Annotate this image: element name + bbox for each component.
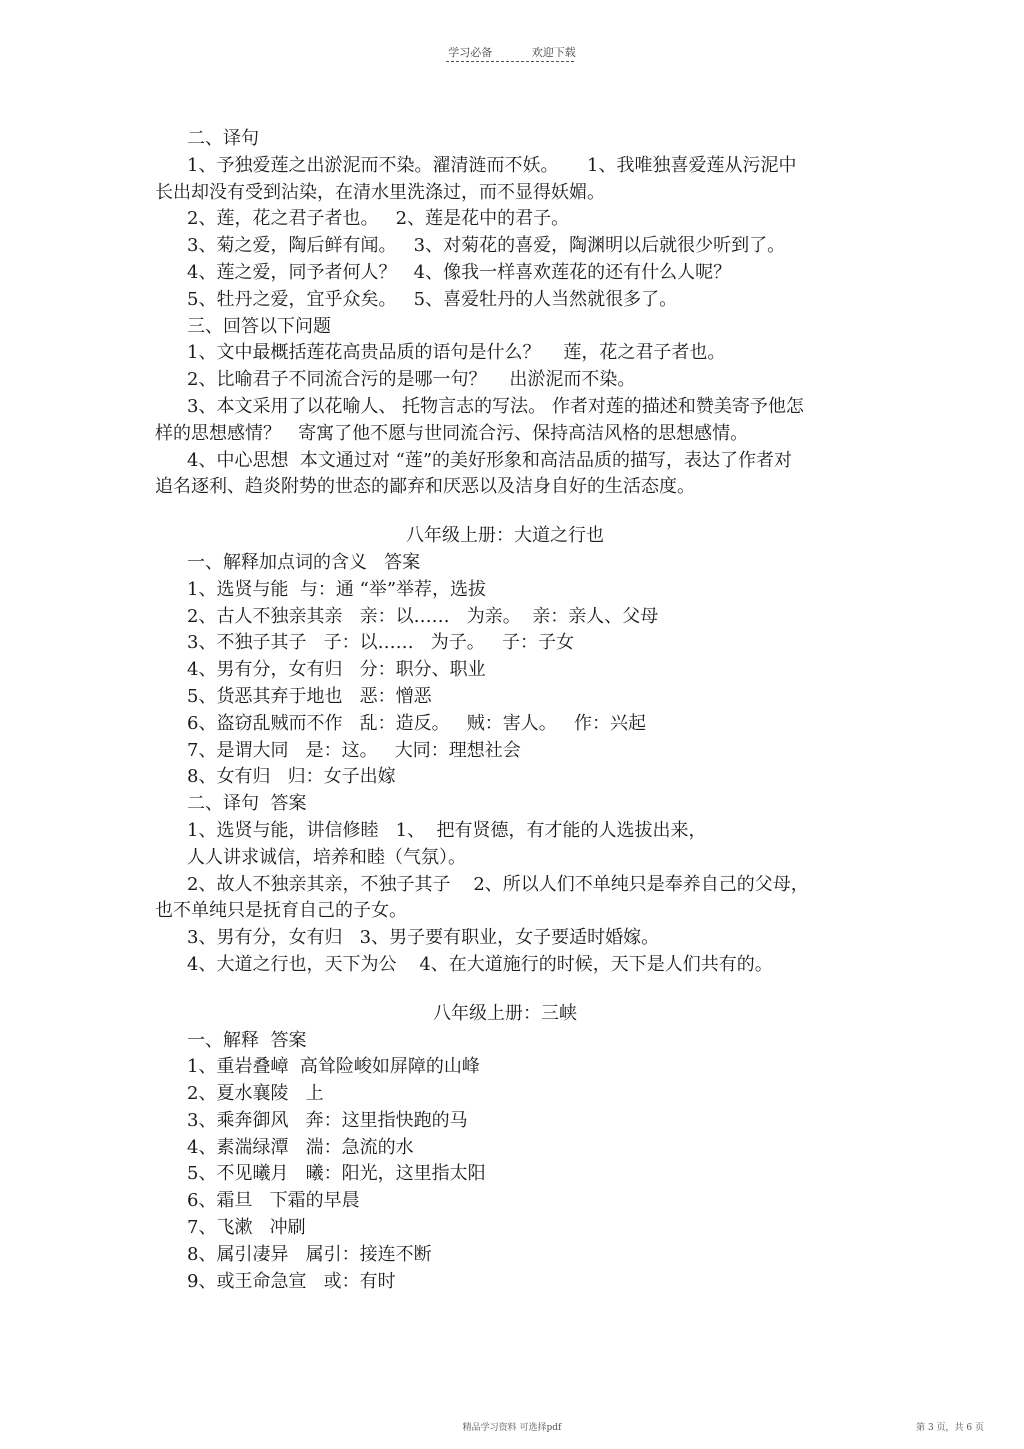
text-line: 2、古人不独亲其亲 亲：以…… 为亲。 亲：亲人、父母 xyxy=(187,605,659,627)
text-line: 3、本文采用了以花喻人、 托物言志的写法。 作者对莲的描述和赞美寄予他怎 xyxy=(187,395,804,417)
text-line: 3、菊之爱，陶后鲜有闻。 3、对菊花的喜爱，陶渊明以后就很少听到了。 xyxy=(187,235,786,257)
text-line: 追名逐利、趋炎附势的世态的鄙弃和厌恶以及洁身自好的生活态度。 xyxy=(155,476,695,498)
text-line: 3、男有分，女有归 3、男子要有职业，女子要适时婚嫁。 xyxy=(187,927,660,949)
text-line: 也不单纯只是抚育自己的子女。 xyxy=(155,900,407,922)
section-heading: 三、回答以下问题 xyxy=(187,315,331,337)
text-line: 样的思想感情？ 寄寓了他不愿与世同流合污、保持高洁风格的思想感情。 xyxy=(155,422,749,444)
document-body xyxy=(155,126,855,1295)
text-line: 5、货恶其弃于地也 恶：憎恶 xyxy=(187,685,432,707)
text-line: 3、乘奔御风 奔：这里指快跑的马 xyxy=(187,1109,468,1131)
text-line: 4、男有分，女有归 分：职分、职业 xyxy=(187,659,486,681)
spacer xyxy=(155,979,855,1001)
page-header xyxy=(0,44,1024,60)
text-line: 9、或王命急宣 或：有时 xyxy=(187,1270,396,1292)
lesson-title: 八年级上册：大道之行也 xyxy=(406,525,604,547)
section-heading: 一、解释加点词的含义 答案 xyxy=(187,551,421,573)
text-line: 1、文中最概括莲花高贵品质的语句是什么？ 莲，花之君子者也。 xyxy=(187,342,726,364)
text-line: 人人讲求诚信，培养和睦（气氛）。 xyxy=(187,846,466,868)
text-line: 7、是谓大同 是：这。 大同：理想社会 xyxy=(187,739,521,761)
text-line: 1、予独爱莲之出淤泥而不染。濯清涟而不妖。 1、我唯独喜爱莲从污泥中 xyxy=(187,154,797,176)
text-line: 1、选贤与能，讲信修睦 1、 把有贤德，有才能的人选拔出来， xyxy=(187,819,707,841)
footer-text: 精品学习资料 可选择pdf xyxy=(462,1423,562,1433)
page-number: 第 3 页，共 6 页 xyxy=(916,1423,984,1433)
section-heading: 二、译句 xyxy=(187,128,259,149)
text-line: 6、霜旦 下霜的早晨 xyxy=(187,1190,360,1212)
text-line: 5、不见曦月 曦：阳光，这里指太阳 xyxy=(187,1163,486,1185)
text-line: 4、大道之行也，天下为公 4、在大道施行的时候，天下是人们共有的。 xyxy=(187,953,773,975)
section-heading: 一、解释 答案 xyxy=(187,1029,307,1051)
text-line: 8、属引凄异 属引：接连不断 xyxy=(187,1243,432,1265)
text-line: 6、盗窃乱贼而不作 乱：造反。 贼：害人。 作：兴起 xyxy=(187,712,646,734)
header-right-text: 欢迎下载 xyxy=(531,46,576,59)
text-line: 2、夏水襄陵 上 xyxy=(187,1083,324,1105)
header-left-text: 学习必备 xyxy=(448,46,493,59)
text-line: 2、比喻君子不同流合污的是哪一句？ 出淤泥而不染。 xyxy=(187,369,636,391)
text-line: 1、选贤与能 与：通 “举”举荐，选拔 xyxy=(187,578,487,600)
text-line: 2、莲，花之君子者也。 2、莲是花中的君子。 xyxy=(187,208,570,230)
text-line: 7、飞漱 冲刷 xyxy=(187,1217,306,1239)
text-line: 2、故人不独亲其亲，不独子其子 2、所以人们不单纯只是奉养自己的父母， xyxy=(187,873,809,895)
text-line: 3、不独子其子 子：以…… 为子。 子：子女 xyxy=(187,632,574,654)
header-divider xyxy=(446,61,574,62)
text-line: 1、重岩叠嶂 高耸险峻如屏障的山峰 xyxy=(187,1056,480,1078)
lesson-title: 八年级上册：三峡 xyxy=(433,1002,577,1024)
text-line: 8、女有归 归：女子出嫁 xyxy=(187,766,396,788)
section-heading: 二、译句 答案 xyxy=(187,793,307,815)
text-line: 长出却没有受到沾染，在清水里洗涤过，而不显得妖媚。 xyxy=(155,181,605,203)
text-line: 4、中心思想 本文通过对 “莲”的美好形象和高洁品质的描写，表达了作者对 xyxy=(187,449,793,471)
text-line: 4、素湍绿潭 湍：急流的水 xyxy=(187,1136,414,1158)
spacer xyxy=(155,501,855,523)
text-line: 4、莲之爱，同予者何人？ 4、像我一样喜欢莲花的还有什么人呢？ xyxy=(187,261,732,283)
text-line: 5、牡丹之爱，宜乎众矣。 5、喜爱牡丹的人当然就很多了。 xyxy=(187,288,678,310)
